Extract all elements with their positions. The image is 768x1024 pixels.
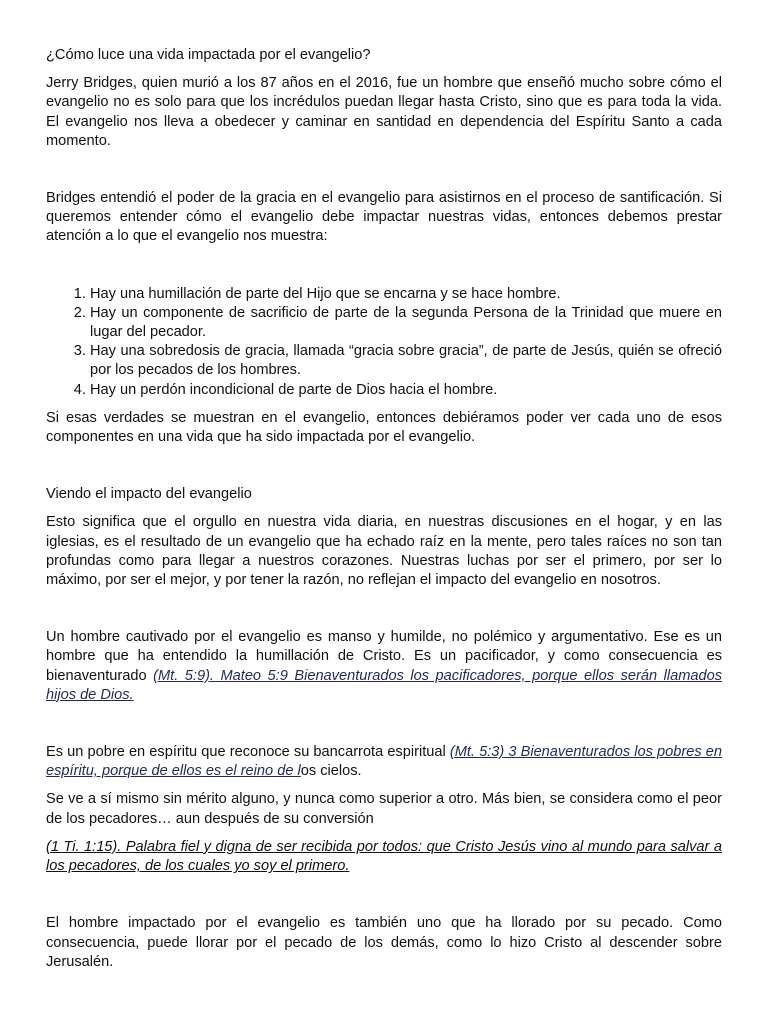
list-item: 3. Hay una sobredosis de gracia, llamada “gracia sobre gracia”, de parte de Jesús, quién se ofreció por los pecados de los hombres. [90, 342, 722, 380]
document-body [46, 46, 722, 972]
paragraph-text: Es un pobre en espíritu que reconoce su bancarrota espiritual [46, 744, 450, 761]
paragraph-jerry-bridges: Jerry Bridges, quien murió a los 87 años en el 2016, fue un hombre que enseñó mucho sobre cómo el evangelio no es solo para que los incrédulos puedan llegar hasta Cristo, sino que es para toda la vida. El evangelio nos lleva a obedecer y caminar en santidad en dependencia del Espíritu Santo a cada momento. [46, 75, 722, 149]
list-item: 2. Hay un componente de sacrificio de parte de la segunda Persona de la Trinidad que muere en lugar del pecador. [90, 304, 722, 342]
paragraph-text-tail: os cielos. [300, 763, 362, 780]
paragraph-pride: Esto significa que el orgullo en nuestra vida diaria, en nuestras discusiones en el hogar, y en las iglesias, es el resultado de un evangelio que ha echado raíz en la mente, pero tales raíces no son tan profundas como para llegar a nuestros corazones. Nuestras luchas por ser el primero, por ser lo máximo, por ser el mejor, y por tener la razón, no reflejan el impacto del evangelio en nosotros. [46, 514, 722, 589]
scripture-link-mt-5-3[interactable]: (Mt. 5:3) 3 Bienaventurados los pobres en espíritu, porque de ellos es el reino de l [46, 744, 722, 780]
paragraph-truths-visible: Si esas verdades se muestran en el evangelio, entonces debiéramos poder ver cada uno de esos componentes en una vida que ha sido impactada por el evangelio. [46, 409, 722, 446]
scripture-link-1-ti-1-15[interactable]: (1 Ti. 1:15). Palabra fiel y digna de ser recibida por todos: que Cristo Jesús vino al mundo para salvar a los pecadores, de los cuales yo soy el primero. [46, 838, 722, 875]
section-heading-impacted-life: ¿Cómo luce una vida impactada por el evangelio? [46, 47, 371, 63]
paragraph-grace-power: Bridges entendió el poder de la gracia en el evangelio para asistirnos en el proceso de santificación. Si queremos entender cómo el evangelio debe impactar nuestras vidas, entonces debemos prestar atención a lo que el evangelio nos muestra: [46, 190, 722, 245]
paragraph-peacemaker [46, 628, 722, 705]
gospel-components-list [46, 285, 722, 400]
paragraph-text: Un hombre cautivado por el evangelio es manso y humilde, no polémico y argumentativo. Ese es un hombre que ha entendido la humillación de Cristo. Es un pacificador, y como consecuencia es bienaventurado [46, 629, 722, 684]
scripture-link-mt-5-9[interactable]: (Mt. 5:9). Mateo 5:9 Bienaventurados los pacificadores, porque ellos serán llamados hijos de Dios. [46, 667, 723, 703]
paragraph-poor-in-spirit [46, 743, 722, 781]
section-heading-gospel-impact: Viendo el impacto del evangelio [46, 486, 252, 503]
list-item: 4. Hay un perdón incondicional de parte de Dios hacia el hombre. [90, 381, 722, 400]
paragraph-1-timothy [46, 838, 722, 876]
paragraph-no-merit: Se ve a sí mismo sin mérito alguno, y nunca como superior a otro. Más bien, se considera como el peor de los pecadores… aun después de su conversión [46, 791, 722, 827]
paragraph-mourning: El hombre impactado por el evangelio es también uno que ha llorado por su pecado. Como consecuencia, puede llorar por el pecado de los demás, como lo hizo Cristo al descender sobre Jerusalén. [46, 915, 722, 970]
list-item: 1. Hay una humillación de parte del Hijo que se encarna y se hace hombre. [90, 285, 722, 304]
